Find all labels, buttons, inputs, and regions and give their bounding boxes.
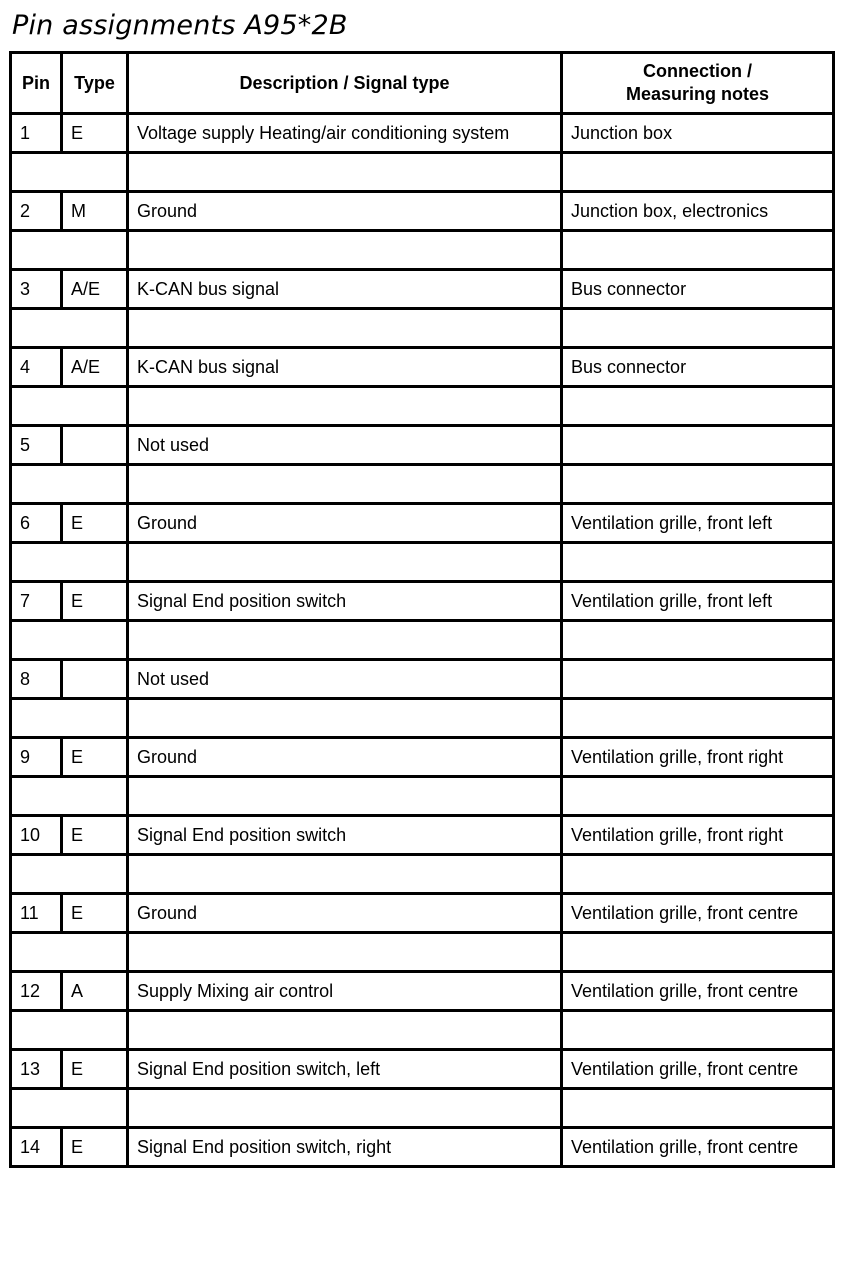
cell-type — [62, 660, 128, 699]
spacer-row — [11, 699, 834, 738]
spacer-cell — [562, 933, 834, 972]
spacer-cell — [11, 465, 128, 504]
table-row — [11, 426, 834, 465]
table-row — [11, 270, 834, 309]
cell-pin: 9 — [11, 738, 62, 777]
spacer-row — [11, 777, 834, 816]
cell-description: Signal End position switch — [128, 816, 562, 855]
cell-connection: Junction box, electronics — [562, 192, 834, 231]
spacer-cell — [128, 699, 562, 738]
cell-type: A/E — [62, 348, 128, 387]
cell-pin: 4 — [11, 348, 62, 387]
table-row — [11, 192, 834, 231]
cell-type: A/E — [62, 270, 128, 309]
cell-description: Ground — [128, 738, 562, 777]
spacer-cell — [128, 1011, 562, 1050]
table-row — [11, 894, 834, 933]
cell-description: Ground — [128, 894, 562, 933]
cell-description: Not used — [128, 426, 562, 465]
cell-connection: Ventilation grille, front right — [562, 816, 834, 855]
cell-type: E — [62, 894, 128, 933]
spacer-cell — [128, 933, 562, 972]
table-row — [11, 972, 834, 1011]
cell-connection: Ventilation grille, front centre — [562, 1128, 834, 1167]
spacer-cell — [11, 1011, 128, 1050]
cell-type: E — [62, 504, 128, 543]
spacer-row — [11, 1011, 834, 1050]
spacer-cell — [11, 855, 128, 894]
cell-connection — [562, 426, 834, 465]
cell-pin: 11 — [11, 894, 62, 933]
header-connection — [562, 53, 834, 114]
cell-description: Ground — [128, 504, 562, 543]
spacer-cell — [562, 1089, 834, 1128]
spacer-cell — [562, 387, 834, 426]
spacer-cell — [562, 543, 834, 582]
cell-connection: Junction box — [562, 114, 834, 153]
spacer-row — [11, 231, 834, 270]
spacer-cell — [562, 231, 834, 270]
spacer-cell — [562, 699, 834, 738]
cell-connection: Ventilation grille, front centre — [562, 894, 834, 933]
page-title: Pin assignments A95*2B — [12, 10, 348, 41]
spacer-cell — [11, 231, 128, 270]
header-connection-line2: Measuring notes — [625, 84, 770, 104]
header-pin: Pin — [11, 53, 62, 114]
spacer-cell — [11, 777, 128, 816]
table-row — [11, 348, 834, 387]
spacer-cell — [562, 309, 834, 348]
spacer-row — [11, 153, 834, 192]
cell-connection: Bus connector — [562, 348, 834, 387]
spacer-cell — [128, 309, 562, 348]
cell-description: Signal End position switch, left — [128, 1050, 562, 1089]
spacer-cell — [562, 855, 834, 894]
table-body — [11, 114, 834, 1167]
cell-pin: 7 — [11, 582, 62, 621]
spacer-cell — [128, 153, 562, 192]
table-row — [11, 738, 834, 777]
cell-type: E — [62, 738, 128, 777]
cell-connection — [562, 660, 834, 699]
cell-description: Ground — [128, 192, 562, 231]
cell-pin: 1 — [11, 114, 62, 153]
spacer-row — [11, 855, 834, 894]
table-row — [11, 1050, 834, 1089]
cell-pin: 12 — [11, 972, 62, 1011]
cell-type: E — [62, 582, 128, 621]
cell-description: Not used — [128, 660, 562, 699]
spacer-cell — [128, 777, 562, 816]
spacer-cell — [128, 231, 562, 270]
spacer-cell — [11, 309, 128, 348]
cell-description: K-CAN bus signal — [128, 270, 562, 309]
header-type: Type — [62, 53, 128, 114]
cell-description: K-CAN bus signal — [128, 348, 562, 387]
table-header-row — [11, 53, 834, 114]
pin-assignment-table — [9, 51, 835, 1168]
cell-connection: Ventilation grille, front centre — [562, 1050, 834, 1089]
cell-description: Signal End position switch — [128, 582, 562, 621]
cell-pin: 14 — [11, 1128, 62, 1167]
table-row — [11, 1128, 834, 1167]
cell-type: E — [62, 816, 128, 855]
spacer-cell — [128, 387, 562, 426]
cell-type: A — [62, 972, 128, 1011]
spacer-cell — [11, 1089, 128, 1128]
cell-description: Supply Mixing air control — [128, 972, 562, 1011]
cell-pin: 8 — [11, 660, 62, 699]
cell-pin: 13 — [11, 1050, 62, 1089]
cell-pin: 2 — [11, 192, 62, 231]
spacer-row — [11, 1089, 834, 1128]
spacer-row — [11, 465, 834, 504]
spacer-cell — [11, 543, 128, 582]
spacer-cell — [11, 153, 128, 192]
cell-pin: 5 — [11, 426, 62, 465]
cell-connection: Ventilation grille, front centre — [562, 972, 834, 1011]
cell-type: E — [62, 1050, 128, 1089]
spacer-cell — [128, 621, 562, 660]
spacer-cell — [562, 153, 834, 192]
spacer-row — [11, 933, 834, 972]
cell-connection: Ventilation grille, front right — [562, 738, 834, 777]
spacer-cell — [11, 387, 128, 426]
spacer-row — [11, 621, 834, 660]
header-description: Description / Signal type — [128, 53, 562, 114]
table-row — [11, 816, 834, 855]
table-row — [11, 660, 834, 699]
cell-connection: Ventilation grille, front left — [562, 582, 834, 621]
cell-connection: Ventilation grille, front left — [562, 504, 834, 543]
cell-type: E — [62, 1128, 128, 1167]
spacer-cell — [562, 1011, 834, 1050]
spacer-cell — [11, 699, 128, 738]
spacer-cell — [128, 855, 562, 894]
spacer-cell — [128, 543, 562, 582]
spacer-cell — [562, 777, 834, 816]
spacer-cell — [128, 465, 562, 504]
spacer-row — [11, 309, 834, 348]
table-row — [11, 114, 834, 153]
cell-type: E — [62, 114, 128, 153]
spacer-cell — [562, 465, 834, 504]
spacer-cell — [128, 1089, 562, 1128]
header-connection-line1: Connection / — [643, 61, 752, 81]
cell-type — [62, 426, 128, 465]
spacer-cell — [11, 933, 128, 972]
spacer-cell — [562, 621, 834, 660]
table-row — [11, 504, 834, 543]
cell-description: Signal End position switch, right — [128, 1128, 562, 1167]
cell-pin: 10 — [11, 816, 62, 855]
spacer-cell — [11, 621, 128, 660]
cell-connection: Bus connector — [562, 270, 834, 309]
cell-description: Voltage supply Heating/air conditioning system — [128, 114, 562, 153]
table-row — [11, 582, 834, 621]
cell-pin: 3 — [11, 270, 62, 309]
cell-type: M — [62, 192, 128, 231]
cell-pin: 6 — [11, 504, 62, 543]
spacer-row — [11, 387, 834, 426]
spacer-row — [11, 543, 834, 582]
